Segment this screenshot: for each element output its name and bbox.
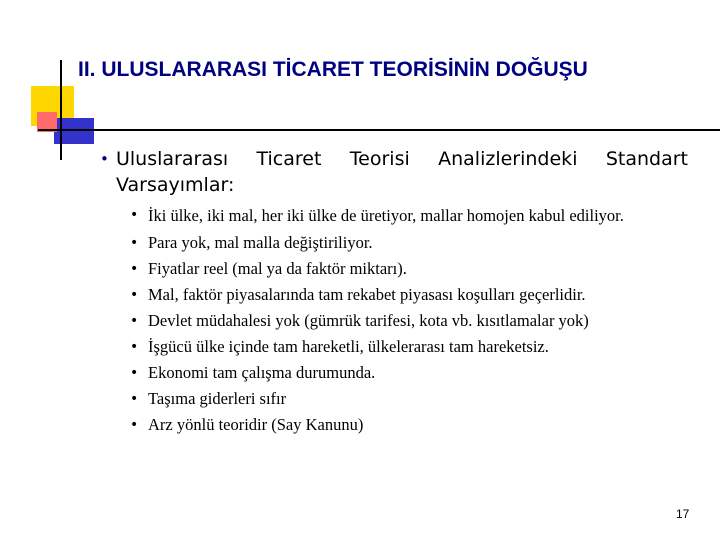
list-item bbox=[130, 308, 700, 334]
bullet-icon: • bbox=[130, 235, 139, 251]
list-item bbox=[130, 334, 700, 360]
list-item bbox=[130, 412, 700, 438]
bullet-icon: • bbox=[130, 261, 139, 277]
list-item-text: İşgücü ülke içinde tam hareketli, ülkelerarası tam hareketsiz. bbox=[148, 337, 549, 356]
list-item-text: İki ülke, iki mal, her iki ülke de üretiyor, mallar homojen kabul ediliyor. bbox=[148, 206, 624, 225]
list-item-text: Para yok, mal malla değiştiriliyor. bbox=[148, 233, 373, 252]
list-item bbox=[130, 206, 688, 225]
bullet-icon: • bbox=[130, 313, 139, 329]
list-item-text: Arz yönlü teoridir (Say Kanunu) bbox=[148, 415, 364, 434]
list-item-text: Fiyatlar reel (mal ya da faktör miktarı). bbox=[148, 259, 407, 278]
bullet-icon: • bbox=[100, 150, 109, 168]
bullet-icon: • bbox=[130, 417, 139, 433]
list-item-text: Devlet müdahalesi yok (gümrük tarifesi, kota vb. kısıtlamalar yok) bbox=[148, 311, 589, 330]
assumptions-list bbox=[130, 206, 700, 438]
list-item-text: Mal, faktör piyasalarında tam rekabet piyasası koşulları geçerlidir. bbox=[148, 285, 586, 304]
bullet-icon: • bbox=[130, 391, 139, 407]
list-item bbox=[130, 386, 700, 412]
list-item bbox=[130, 282, 700, 308]
list-item bbox=[130, 360, 700, 386]
list-item-text: Ekonomi tam çalışma durumunda. bbox=[148, 363, 376, 382]
bullet-icon: • bbox=[130, 339, 139, 355]
main-bullet-text: Uluslararası Ticaret Teorisi Analizlerindeki Standart Varsayımlar: bbox=[116, 148, 688, 196]
page-number: 17 bbox=[676, 507, 690, 521]
bullet-icon: • bbox=[130, 207, 139, 223]
title-divider bbox=[38, 129, 720, 131]
list-item-text: Taşıma giderleri sıfır bbox=[148, 389, 287, 408]
bullet-icon: • bbox=[130, 287, 139, 303]
bullet-icon: • bbox=[130, 365, 139, 381]
slide-title: II. ULUSLARARASI TİCARET TEORİSİNİN DOĞUŞU bbox=[78, 58, 588, 81]
list-item bbox=[130, 256, 700, 282]
decor-vertical-line bbox=[60, 60, 62, 160]
list-item bbox=[130, 230, 700, 256]
